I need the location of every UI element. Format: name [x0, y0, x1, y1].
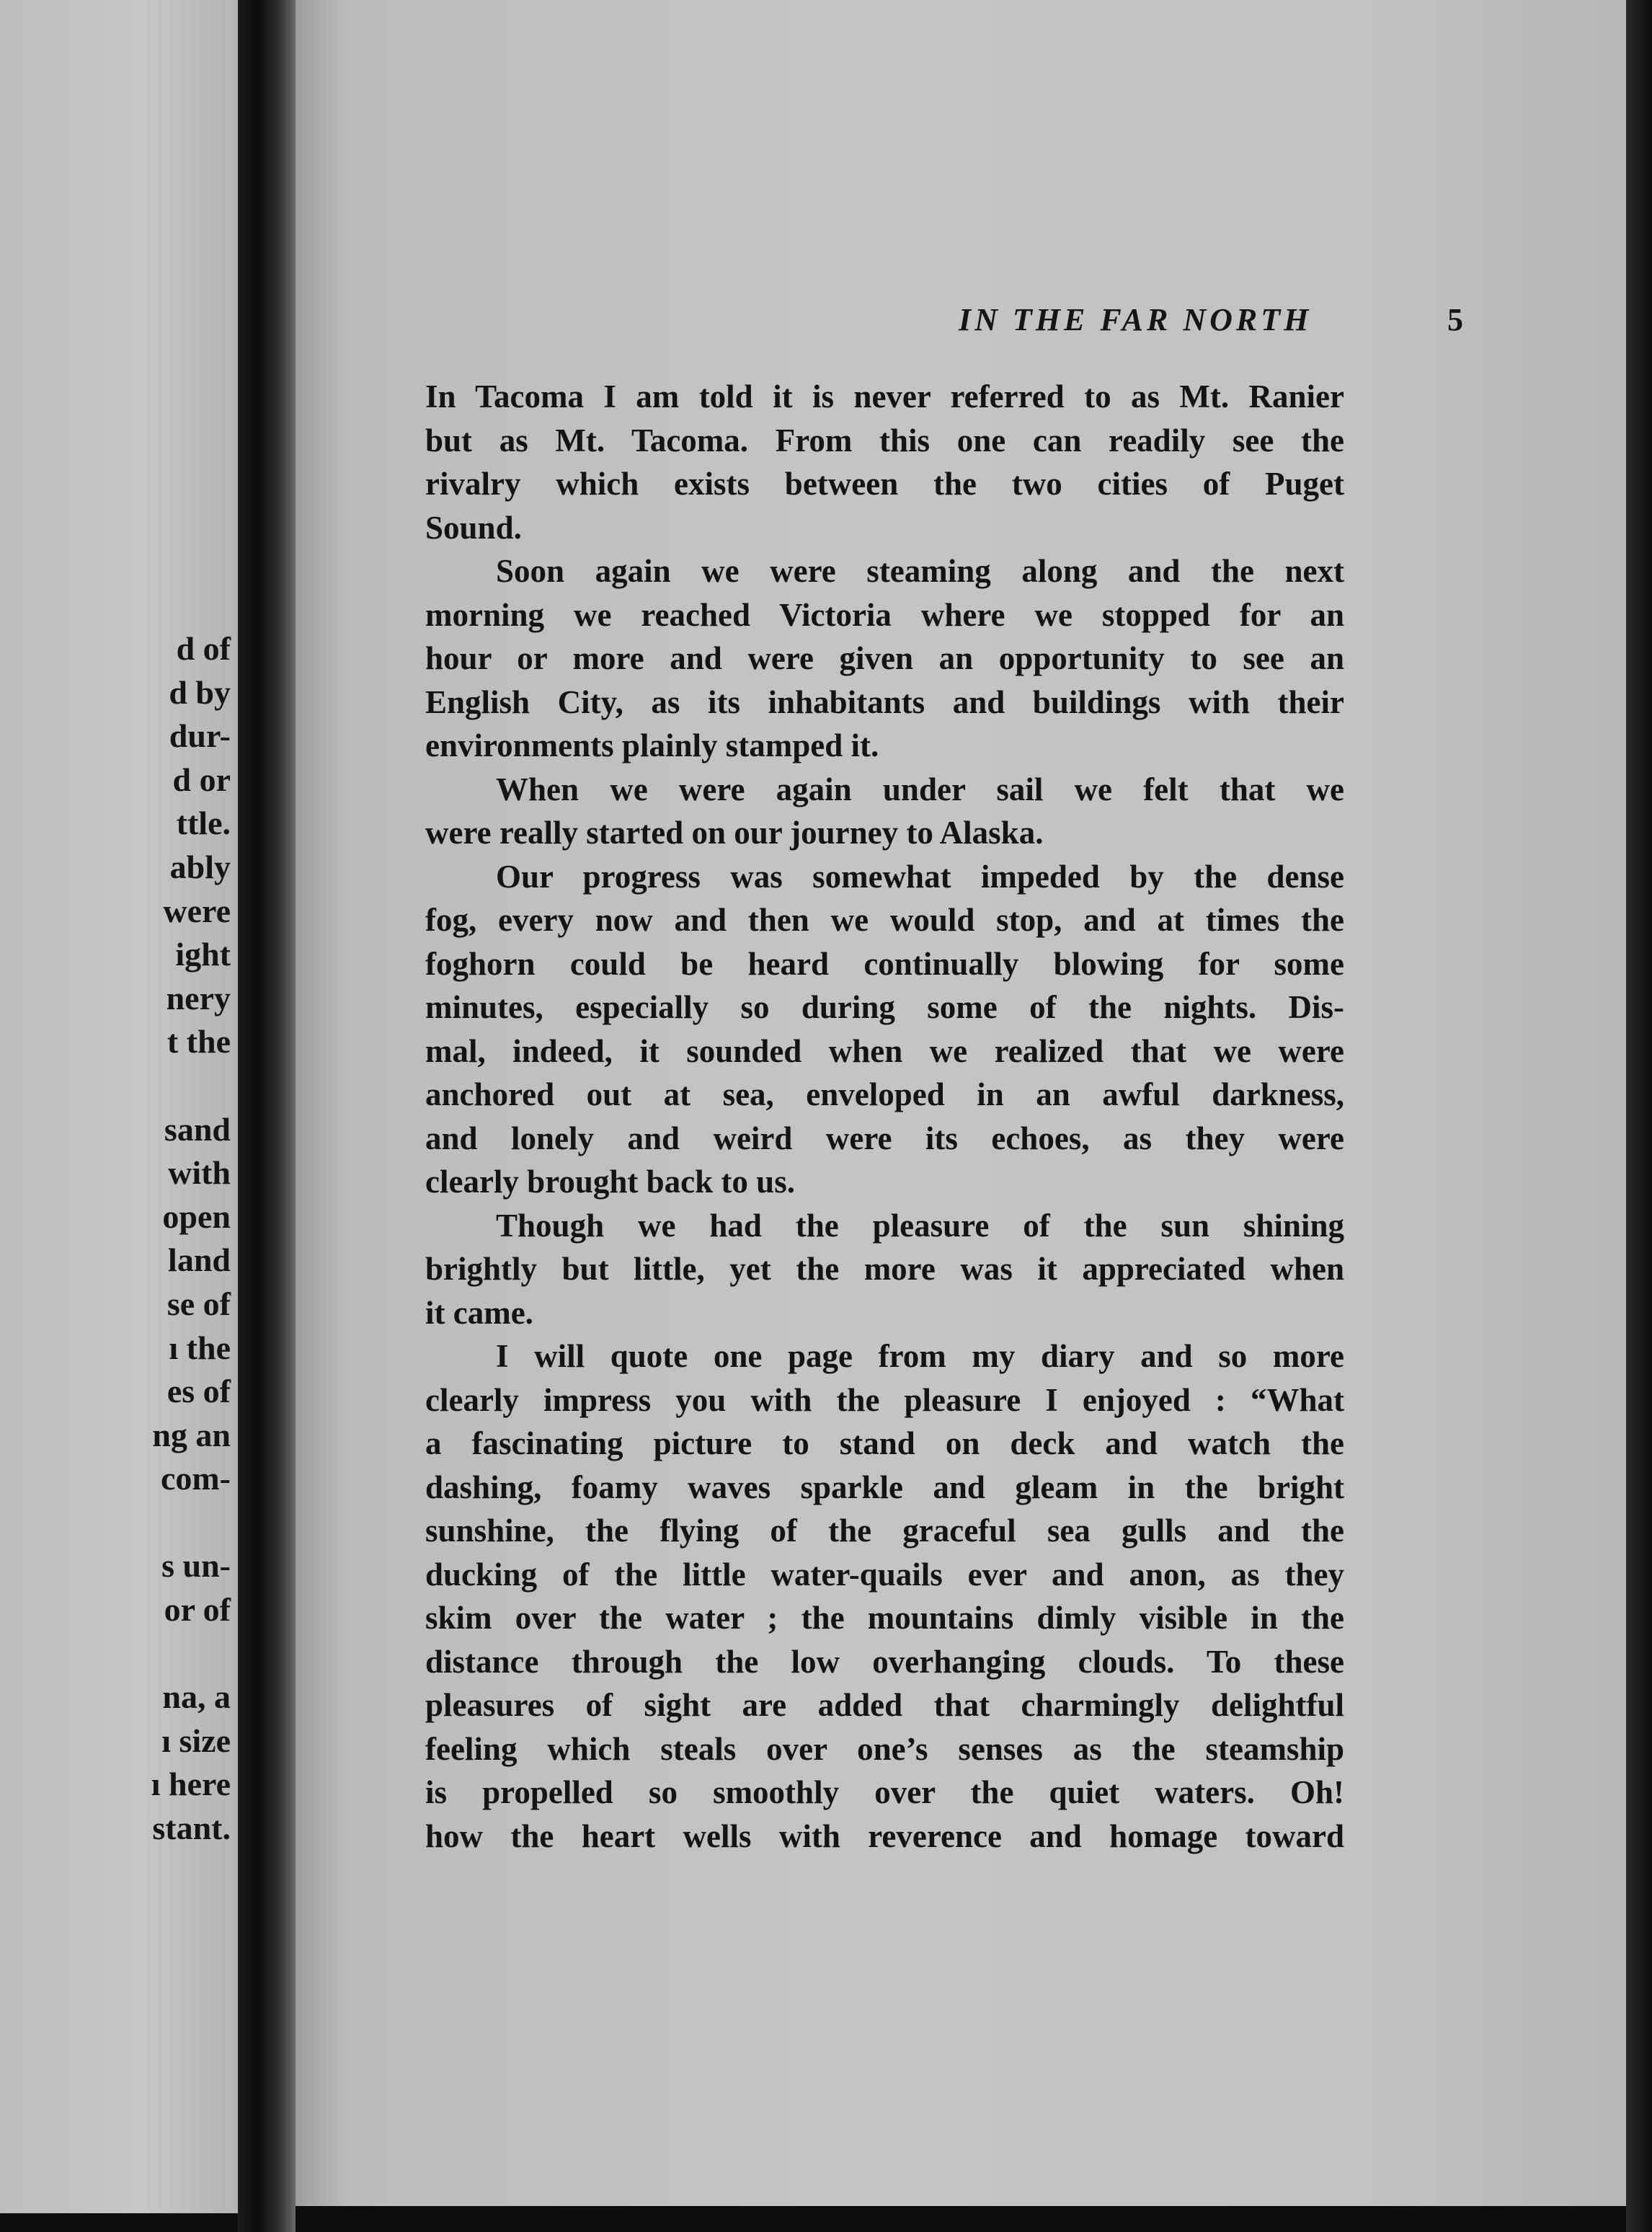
left-fragment: land: [168, 1241, 231, 1279]
text-line: and lonely and weird were its echoes, as they were: [425, 1120, 1344, 1156]
text-line: English City, as its inhabitants and buildings with their: [425, 683, 1344, 720]
text-line: Our progress was somewhat impeded by the dense: [496, 858, 1344, 895]
text-line: dashing, foamy waves sparkle and gleam in the bright: [425, 1469, 1344, 1505]
left-fragment: na, a: [162, 1678, 231, 1716]
text-line: Soon again we were steaming along and the next: [496, 553, 1344, 589]
text-line: fog, every now and then we would stop, and at times the: [425, 902, 1344, 938]
left-fragment: with: [168, 1154, 231, 1192]
left-fragment: ı the: [169, 1329, 231, 1366]
text-line: were really started on our journey to Alaska.: [425, 815, 1044, 851]
left-fragment: ttle.: [176, 805, 231, 842]
left-fragment: s un-: [161, 1547, 231, 1585]
left-fragment: ight: [175, 936, 231, 973]
left-fragment: were: [163, 892, 231, 929]
left-fragment: ably: [169, 848, 231, 885]
text-line: pleasures of sight are added that charmingly delightful: [425, 1687, 1344, 1723]
body-text: [425, 375, 1344, 1858]
text-line: how the heart wells with reverence and homage toward: [425, 1817, 1344, 1854]
text-line: mal, indeed, it sounded when we realized that we were: [425, 1032, 1344, 1069]
left-fragment: ng an: [152, 1416, 231, 1453]
left-fragment: se of: [166, 1285, 231, 1322]
left-fragment: nery: [166, 979, 231, 1017]
right-page: [296, 0, 1626, 2206]
left-fragment: [86, 1501, 231, 1545]
text-line: distance through the low overhanging clouds. To these: [425, 1643, 1344, 1680]
text-line: Sound.: [425, 509, 522, 546]
text-line: ducking of the little water-quails ever and anon, as they: [425, 1556, 1344, 1593]
book-gutter: [238, 0, 296, 2232]
text-line: minutes, especially so during some of the nights. Dis-: [425, 989, 1344, 1025]
text-line: it came.: [425, 1294, 533, 1331]
left-fragment: d of: [176, 630, 231, 667]
left-fragment: com-: [160, 1460, 231, 1497]
text-line: In Tacoma I am told it is never referred to as Mt. Ranier: [425, 378, 1344, 415]
text-line: clearly impress you with the pleasure I enjoyed : “What: [425, 1381, 1344, 1418]
left-fragment: ı size: [161, 1722, 231, 1759]
text-line: sunshine, the flying of the graceful sea gulls and the: [425, 1513, 1344, 1549]
left-fragment: open: [162, 1197, 231, 1235]
text-line: is propelled so smoothly over the quiet waters. Oh!: [425, 1774, 1344, 1810]
right-page-edge: [1626, 0, 1652, 2232]
text-line: but as Mt. Tacoma. From this one can readily see the: [425, 422, 1344, 459]
left-fragment: ı here: [151, 1766, 231, 1803]
text-line: brightly but little, yet the more was it appreciated when: [425, 1251, 1344, 1287]
left-fragment: dur-: [169, 717, 231, 755]
text-line: rivalry which exists between the two cities of Puget: [425, 466, 1344, 502]
left-fragment: [86, 1064, 231, 1108]
text-line: clearly brought back to us.: [425, 1164, 795, 1200]
left-fragment: t the: [166, 1023, 231, 1060]
left-fragment: stant.: [152, 1810, 231, 1847]
text-line: I will quote one page from my diary and so more: [496, 1338, 1344, 1374]
text-line: feeling which steals over one’s senses as the steamship: [425, 1730, 1344, 1767]
text-line: hour or more and were given an opportunity to see an: [425, 640, 1344, 676]
text-line: foghorn could be heard continually blowing for some: [425, 945, 1344, 982]
left-fragment: sand: [164, 1110, 231, 1148]
running-title: IN THE FAR NORTH: [959, 302, 1313, 337]
text-line: When we were again under sail we felt that we: [496, 771, 1344, 807]
left-fragment: or of: [164, 1591, 231, 1629]
left-fragment: d by: [169, 673, 231, 711]
page-number: 5: [1447, 302, 1463, 337]
text-line: a fascinating picture to stand on deck and watch the: [425, 1425, 1344, 1461]
left-page: [0, 0, 238, 2213]
page-header: [425, 301, 1626, 345]
text-line: anchored out at sea, enveloped in an awful darkness,: [425, 1076, 1344, 1112]
text-line: skim over the water ; the mountains dimly visible in the: [425, 1600, 1344, 1636]
left-fragment: [86, 1632, 231, 1676]
text-line: environments plainly stamped it.: [425, 727, 879, 763]
left-fragment: es of: [166, 1373, 231, 1410]
left-page-text-fragments: [86, 627, 231, 1851]
text-line: Though we had the pleasure of the sun shining: [496, 1207, 1344, 1244]
text-line: morning we reached Victoria where we stopped for an: [425, 596, 1344, 633]
left-fragment: d or: [172, 761, 231, 798]
